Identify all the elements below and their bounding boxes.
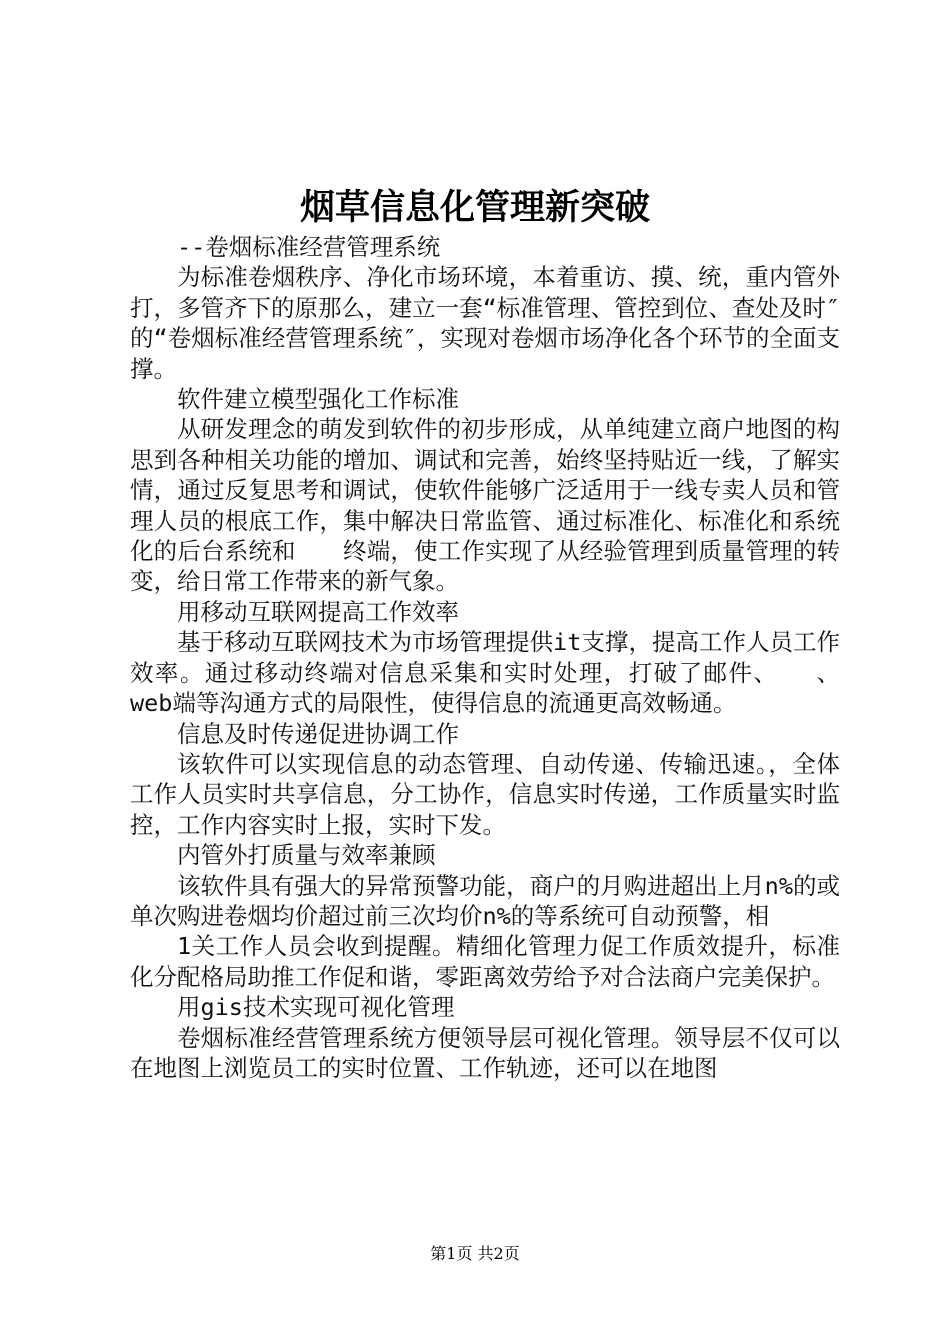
page-footer: 第1页 共2页 — [430, 1244, 520, 1263]
section-heading: 用移动互联网提高工作效率 — [177, 597, 459, 626]
body-paragraph: 1关工作人员会收到提醒。精细化管理力促工作质效提升，标准化分配格局助推工作促和谐，零距离效劳给予对合法商户完美保护。 — [130, 932, 840, 991]
body-paragraph: 基于移动互联网技术为市场管理提供it支撑，提高工作人员工作效率。通过移动终端对信息采集和实时处理，打破了邮件、 、web端等沟通方式的局限性，使得信息的流通更高效畅通。 — [130, 628, 840, 718]
body-paragraph: 该软件具有强大的异常预警功能，商户的月购进超出上月n%的或单次购进卷烟均价超过前三次均价n%的等系统可自动预警，相 — [130, 871, 840, 930]
section-heading: 软件建立模型强化工作标准 — [177, 385, 459, 414]
body-paragraph: 为标准卷烟秩序、净化市场环境，本着重访、摸、统，重内管外打，多管齐下的原那么，建立一套“标准管理、管控到位、查处及时″的“卷烟标准经营管理系统″，实现对卷烟市场净化各个环节的全面支撑。 — [130, 263, 840, 383]
section-heading: 用gis技术实现可视化管理 — [177, 993, 455, 1022]
document-body — [130, 232, 840, 1083]
page-title: 烟草信息化管理新突破 — [299, 187, 650, 228]
section-heading: 信息及时传递促进协调工作 — [177, 719, 459, 748]
section-heading: 内管外打质量与效率兼顾 — [177, 841, 436, 870]
body-paragraph: 从研发理念的萌发到软件的初步形成，从单纯建立商户地图的构思到各种相关功能的增加、调试和完善，始终坚持贴近一线，了解实情，通过反复思考和调试，使软件能够广泛适用于一线专卖人员和管理人员的根底工作，集中解决日常监管、通过标准化、标准化和系统化的后台系统和 终端，使工作实现了从经验管理到质量管理的转变，给日常工作带来的新气象。 — [130, 415, 840, 596]
body-paragraph: 该软件可以实现信息的动态管理、自动传递、传输迅速。，全体工作人员实时共享信息，分工协作，信息实时传递，工作质量实时监控，工作内容实时上报，实时下发。 — [130, 749, 840, 839]
subtitle: --卷烟标准经营管理系统 — [177, 233, 441, 261]
body-paragraph: 卷烟标准经营管理系统方便领导层可视化管理。领导层不仅可以在地图上浏览员工的实时位置、工作轨迹，还可以在地图 — [130, 1023, 840, 1082]
